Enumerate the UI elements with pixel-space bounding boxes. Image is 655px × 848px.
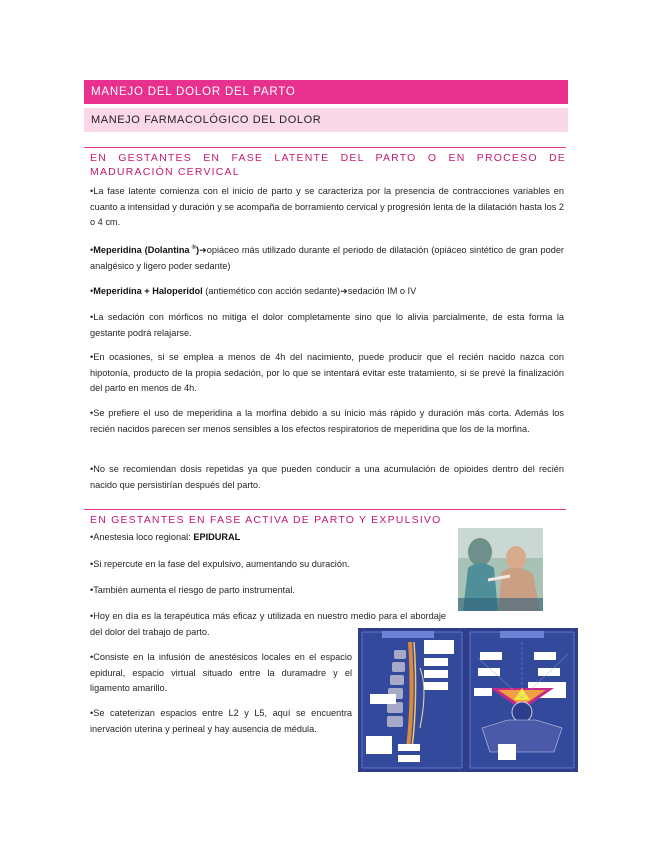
drug-name-close: ) xyxy=(196,245,200,256)
combination-description: (antiemético con acción sedante)➜sedación IM o IV xyxy=(202,286,417,296)
drug-description: ➜opiáceo más utilizado durante el periodo de dilatación (opiáceo sintético de gran poder analgésico y ligero poder sedante) xyxy=(90,245,564,271)
epidural-label: EPIDURAL xyxy=(193,532,241,542)
subtitle: MANEJO FARMACOLÓGICO DEL DOLOR xyxy=(91,114,322,126)
section1-paragraph-4: •La sedación con mórficos no mitiga el dolor completamente sino que lo alivia parcialmente, de esta forma la gestante podrá relajarse. xyxy=(90,312,564,338)
section1-heading: EN GESTANTES EN FASE LATENTE DEL PARTO O EN PROCESO DE MADURACIÓN CERVICAL xyxy=(90,152,566,178)
section1-paragraph-3 xyxy=(90,284,564,300)
section1-paragraph-6: •Se prefiere el uso de meperidina a la morfina debido a su inicio más rápido y duración más corta. Además los recién nacidos parecen ser menos sensibles a los efectos respiratorios de meperidina que los de la morfina. xyxy=(90,408,564,434)
section2-rule xyxy=(84,509,566,510)
section2-heading: EN GESTANTES EN FASE ACTIVA DE PARTO Y EXPULSIVO xyxy=(90,514,442,526)
section1-paragraph-7: •No se recomiendan dosis repetidas ya que pueden conducir a una acumulación de opioides dentro del recién nacido que persistirían después del parto. xyxy=(90,464,564,490)
section2-paragraph-4: •Hoy en día es la terapéutica más eficaz y utilizada en nuestro medio para el abordaje del dolor del trabajo de parto. xyxy=(90,611,446,637)
drug-name: Meperidina (Dolantina xyxy=(93,245,190,256)
section1-paragraph-2 xyxy=(90,241,564,274)
epidural-anatomy-diagram xyxy=(358,628,578,772)
section2-paragraph-6: •Se cateterizan espacios entre L2 y L5, aquí se encuentra inervación uterina y perineal y hay ausencia de médula. xyxy=(90,708,352,734)
bullet: • xyxy=(90,286,94,296)
section2-paragraph-3: •También aumenta el riesgo de parto instrumental. xyxy=(90,585,295,595)
drug-combination: Meperidina + Haloperidol xyxy=(93,286,203,296)
section2-paragraph-2: •Si repercute en la fase del expulsivo, aumentando su duración. xyxy=(90,559,350,569)
section1-rule xyxy=(84,147,566,148)
main-title: MANEJO DEL DOLOR DEL PARTO xyxy=(91,86,296,98)
label-text: •Anestesia loco regional: xyxy=(90,532,194,542)
section2-paragraph-5: •Consiste en la infusión de anestésicos locales en el espacio epidural, espacio virtual situado entre la duramadre y el ligamento amarillo. xyxy=(90,652,352,693)
section1-paragraph-1: •La fase latente comienza con el inicio de parto y se caracteriza por la presencia de contracciones variables en cuanto a intensidad y duración y se acompaña de borramiento cervical y progresión lenta de la dilatación hasta los 2 o 4 cm. xyxy=(90,186,564,227)
section2-paragraph-1 xyxy=(90,530,446,546)
subtitle-bar xyxy=(84,108,568,132)
main-title-bar xyxy=(84,80,568,104)
epidural-procedure-photo xyxy=(458,528,543,611)
registered-mark: ® xyxy=(189,245,196,251)
bullet: • xyxy=(90,245,94,256)
section1-paragraph-5: •En ocasiones, si se emplea a menos de 4h del nacimiento, puede producir que el recién nacido nazca con hipotonía, producto de la propia sedación, por lo que se intentará evitar este tratamiento, si se prevé la finalización del parto en menos de 4h. xyxy=(90,352,564,393)
